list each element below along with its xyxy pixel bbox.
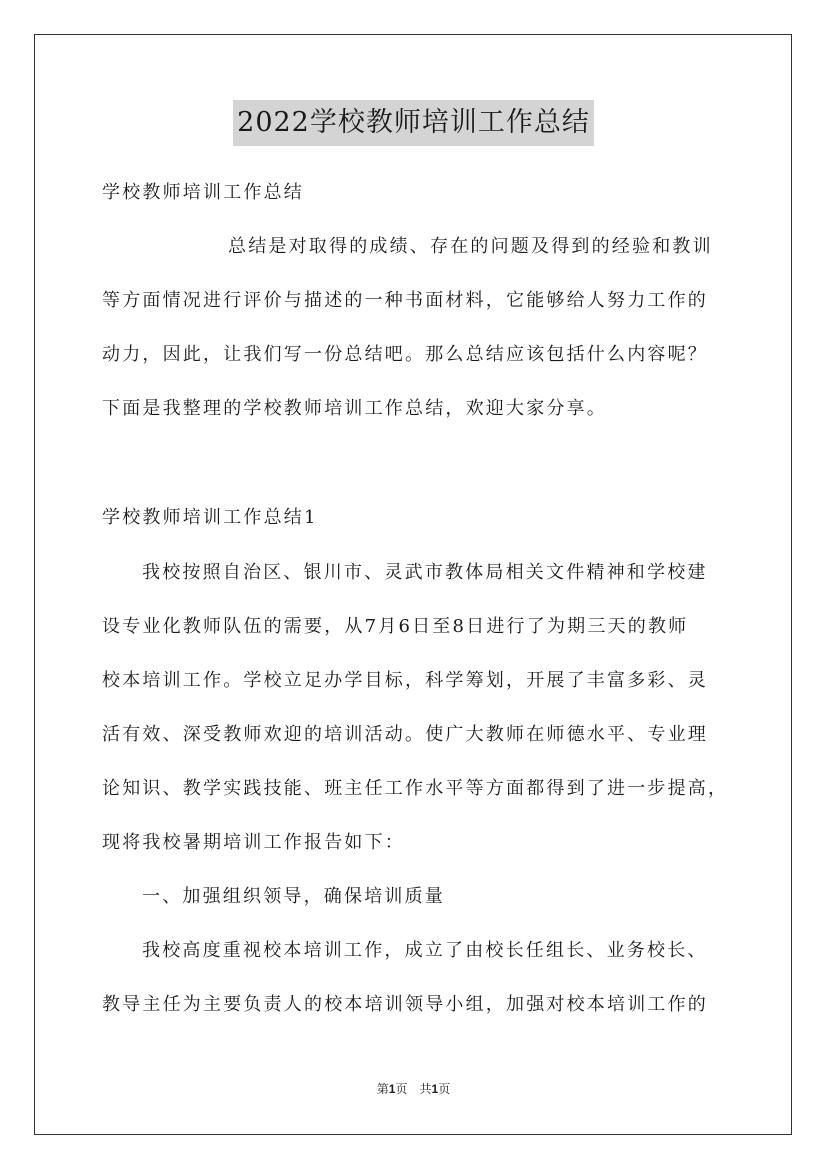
paragraph-line: 论知识、教学实践技能、班主任工作水平等方面都得到了进一步提高， <box>102 778 729 799</box>
paragraph-line: 动力，因此，让我们写一份总结吧。那么总结应该包括什么内容呢？ <box>102 344 708 365</box>
subsection-heading: 一、加强组织领导，确保培训质量 <box>142 886 445 907</box>
paragraph-line: 现将我校暑期培训工作报告如下： <box>102 832 405 853</box>
document-title: 2022学校教师培训工作总结 <box>233 100 594 146</box>
paragraph-line: 教导主任为主要负责人的校本培训领导小组，加强对校本培训工作的 <box>102 994 708 1015</box>
paragraph-line: 下面是我整理的学校教师培训工作总结，欢迎大家分享。 <box>102 398 607 419</box>
title-container <box>0 100 827 146</box>
section-heading: 学校教师培训工作总结1 <box>102 507 318 528</box>
paragraph-line: 校本培训工作。学校立足办学目标，科学筹划，开展了丰富多彩、灵 <box>102 670 708 691</box>
footer-page-total: 1 <box>431 1082 439 1096</box>
paragraph-line: 等方面情况进行评价与描述的一种书面材料，它能够给人努力工作的 <box>102 290 708 311</box>
footer-page-number: 1 <box>388 1082 396 1096</box>
paragraph-line: 我校高度重视校本培训工作，成立了由校长任组长、业务校长、 <box>142 940 708 961</box>
footer-prefix: 第 <box>376 1082 389 1096</box>
paragraph-line: 总结是对取得的成绩、存在的问题及得到的经验和教训 <box>228 236 713 257</box>
footer-suffix: 页 <box>438 1082 451 1096</box>
subtitle-line: 学校教师培训工作总结 <box>102 182 304 203</box>
paragraph-line: 设专业化教师队伍的需要，从7月6日至8日进行了为期三天的教师 <box>102 616 689 637</box>
page-footer <box>0 1080 827 1097</box>
paragraph-line: 我校按照自治区、银川市、灵武市教体局相关文件精神和学校建 <box>142 562 708 583</box>
paragraph-line: 活有效、深受教师欢迎的培训活动。使广大教师在师德水平、专业理 <box>102 724 708 745</box>
footer-mid: 页 共 <box>395 1082 432 1096</box>
